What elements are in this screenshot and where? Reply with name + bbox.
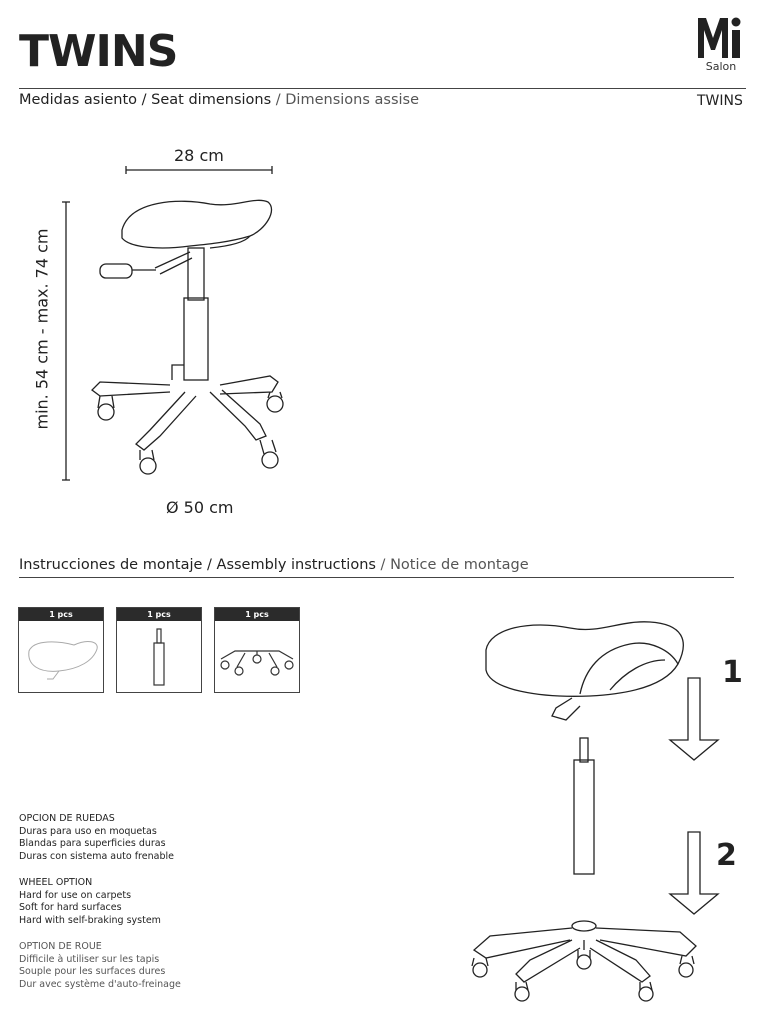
part-box-cylinder: [116, 607, 202, 693]
base-dimension: Ø 50 cm: [166, 498, 234, 517]
heading-separator: /: [271, 92, 286, 108]
wheel-option-line: Hard for use on carpets: [19, 889, 132, 901]
page-title: TWINS: [19, 26, 178, 77]
heading-en: Seat dimensions: [151, 92, 272, 108]
gas-cylinder-part: [574, 738, 594, 874]
part-qty: 1 pcs: [117, 608, 201, 621]
wheel-option-es: [19, 813, 174, 863]
heading-en: Assembly instructions: [216, 557, 376, 573]
heading-separator: /: [202, 557, 217, 573]
step-number-2: 2: [716, 838, 737, 873]
wheel-option-en: [19, 877, 161, 927]
logo-word: Salon: [705, 60, 737, 73]
wheel-option-heading: WHEEL OPTION: [19, 877, 93, 888]
seat-icon: [19, 621, 103, 691]
heading-es: Medidas asiento: [19, 92, 138, 108]
part-box-seat: [18, 607, 104, 693]
heading-separator: /: [375, 557, 391, 573]
seat-dimensions-heading: [19, 92, 419, 108]
wheel-option-line: Blandas para superficies duras: [19, 838, 166, 849]
header-divider: [19, 88, 746, 89]
arrow-2-icon: [670, 832, 718, 914]
assembly-divider: [19, 577, 734, 578]
base-icon: [215, 621, 299, 691]
heading-fr: Dimensions assise: [285, 92, 420, 108]
wheel-option-line: Soft for hard surfaces: [19, 902, 122, 913]
assembly-heading: [19, 557, 529, 573]
base-part: [472, 921, 696, 1001]
heading-es: Instrucciones de montaje: [19, 557, 203, 573]
heading-fr: Notice de montage: [390, 557, 529, 573]
step-number-1: 1: [722, 655, 743, 690]
arrow-1-icon: [670, 678, 718, 760]
width-dimension: 28 cm: [174, 146, 224, 165]
model-label: TWINS: [697, 93, 743, 109]
wheel-option-heading: OPCION DE RUEDAS: [19, 813, 115, 824]
part-qty: 1 pcs: [215, 608, 299, 621]
part-qty: 1 pcs: [19, 608, 103, 621]
wheel-option-line: Hard with self-braking system: [19, 914, 161, 926]
heading-separator: /: [137, 92, 152, 108]
exploded-assembly-drawing: [460, 610, 750, 1010]
wheel-option-line: Difficile à utiliser sur les tapis: [19, 953, 160, 965]
wheel-option-line: Duras con sistema auto frenable: [19, 850, 174, 862]
height-dimension: min. 54 cm - max. 74 cm: [32, 228, 52, 430]
wheel-option-heading: OPTION DE ROUE: [19, 941, 102, 952]
wheel-option-fr: [19, 941, 181, 991]
wheel-option-line: Dur avec système d'auto-freinage: [19, 978, 181, 990]
wheel-option-line: Duras para uso en moquetas: [19, 825, 157, 837]
wheel-option-line: Souple pour les surfaces dures: [19, 966, 166, 977]
gas-cylinder-icon: [117, 621, 201, 691]
seat-part: [486, 622, 683, 720]
stool-dimension-drawing: [60, 160, 300, 490]
part-box-base: [214, 607, 300, 693]
